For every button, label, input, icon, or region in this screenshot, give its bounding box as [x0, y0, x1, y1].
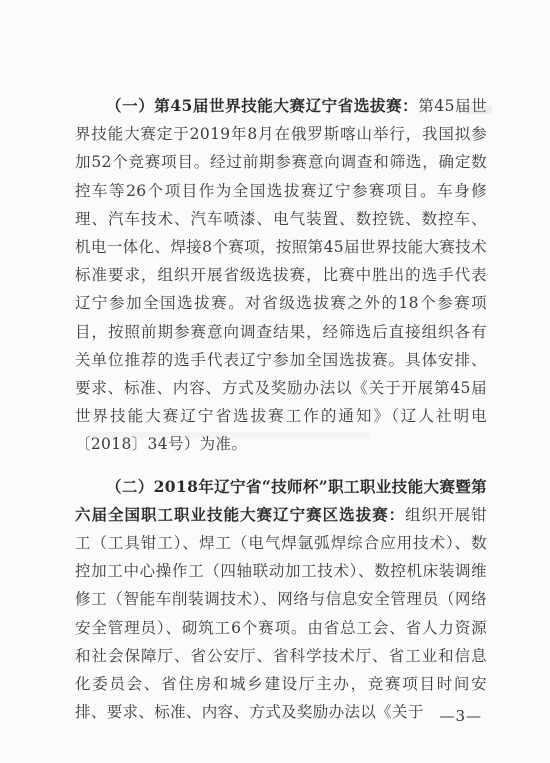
page-number: —3— [439, 707, 482, 725]
document-body [75, 92, 487, 726]
paragraph-1-body: 第45届世界技能大赛定于2019年8月在俄罗斯喀山举行，我国拟参加52个竞赛项目。经过前期参赛意向调查和筛选，确定数控车等26个项目作为全国选拔赛辽宁参赛项目。车身修理、汽车技术、汽车喷漆、电气装置、数控铣、数控车、机电一体化、焊接8个赛项，按照第45届世界技能大赛技术标准要求，组织开展省级选拔赛，比赛中胜出的选手代表辽宁参加全国选拔赛。对省级选拔赛之外的18个参赛项目，按照前期参赛意向调查结果，经筛选后直接组织各有关单位推荐的选手代表辽宁参加全国选拔赛。具体安排、要求、标准、内容、方式及奖励办法以《关于开展第45届世界技能大赛辽宁省选拔赛工作的通知》（辽人社明电〔2018〕34号）为准。 [75, 97, 487, 454]
paragraph-2-body: 组织开展钳工（工具钳工）、焊工（电气焊氩弧焊综合应用技术）、数控加工中心操作工（四轴联动加工技术）、数控机床装调维修工（智能车削装调技术）、网络与信息安全管理员（网络安全管理员）、砌筑工6个赛项。由省总工会、省人力资源和社会保障厅、省公安厅、省科学技术厅、省工业和信息化委员会、省住房和城乡建设厅主办，竞赛项目时间安排、要求、标准、内容、方式及奖励办法以《关于 [75, 505, 487, 722]
paragraph-1-heading: （一）第45届世界技能大赛辽宁省选拔赛： [106, 96, 419, 115]
paragraph-2 [75, 473, 487, 727]
paragraph-1 [75, 92, 487, 459]
paragraph-2-heading: （二）2018年辽宁省“技师杯”职工职业技能大赛暨第六届全国职工职业技能大赛辽宁赛区选拔赛： [75, 476, 487, 524]
